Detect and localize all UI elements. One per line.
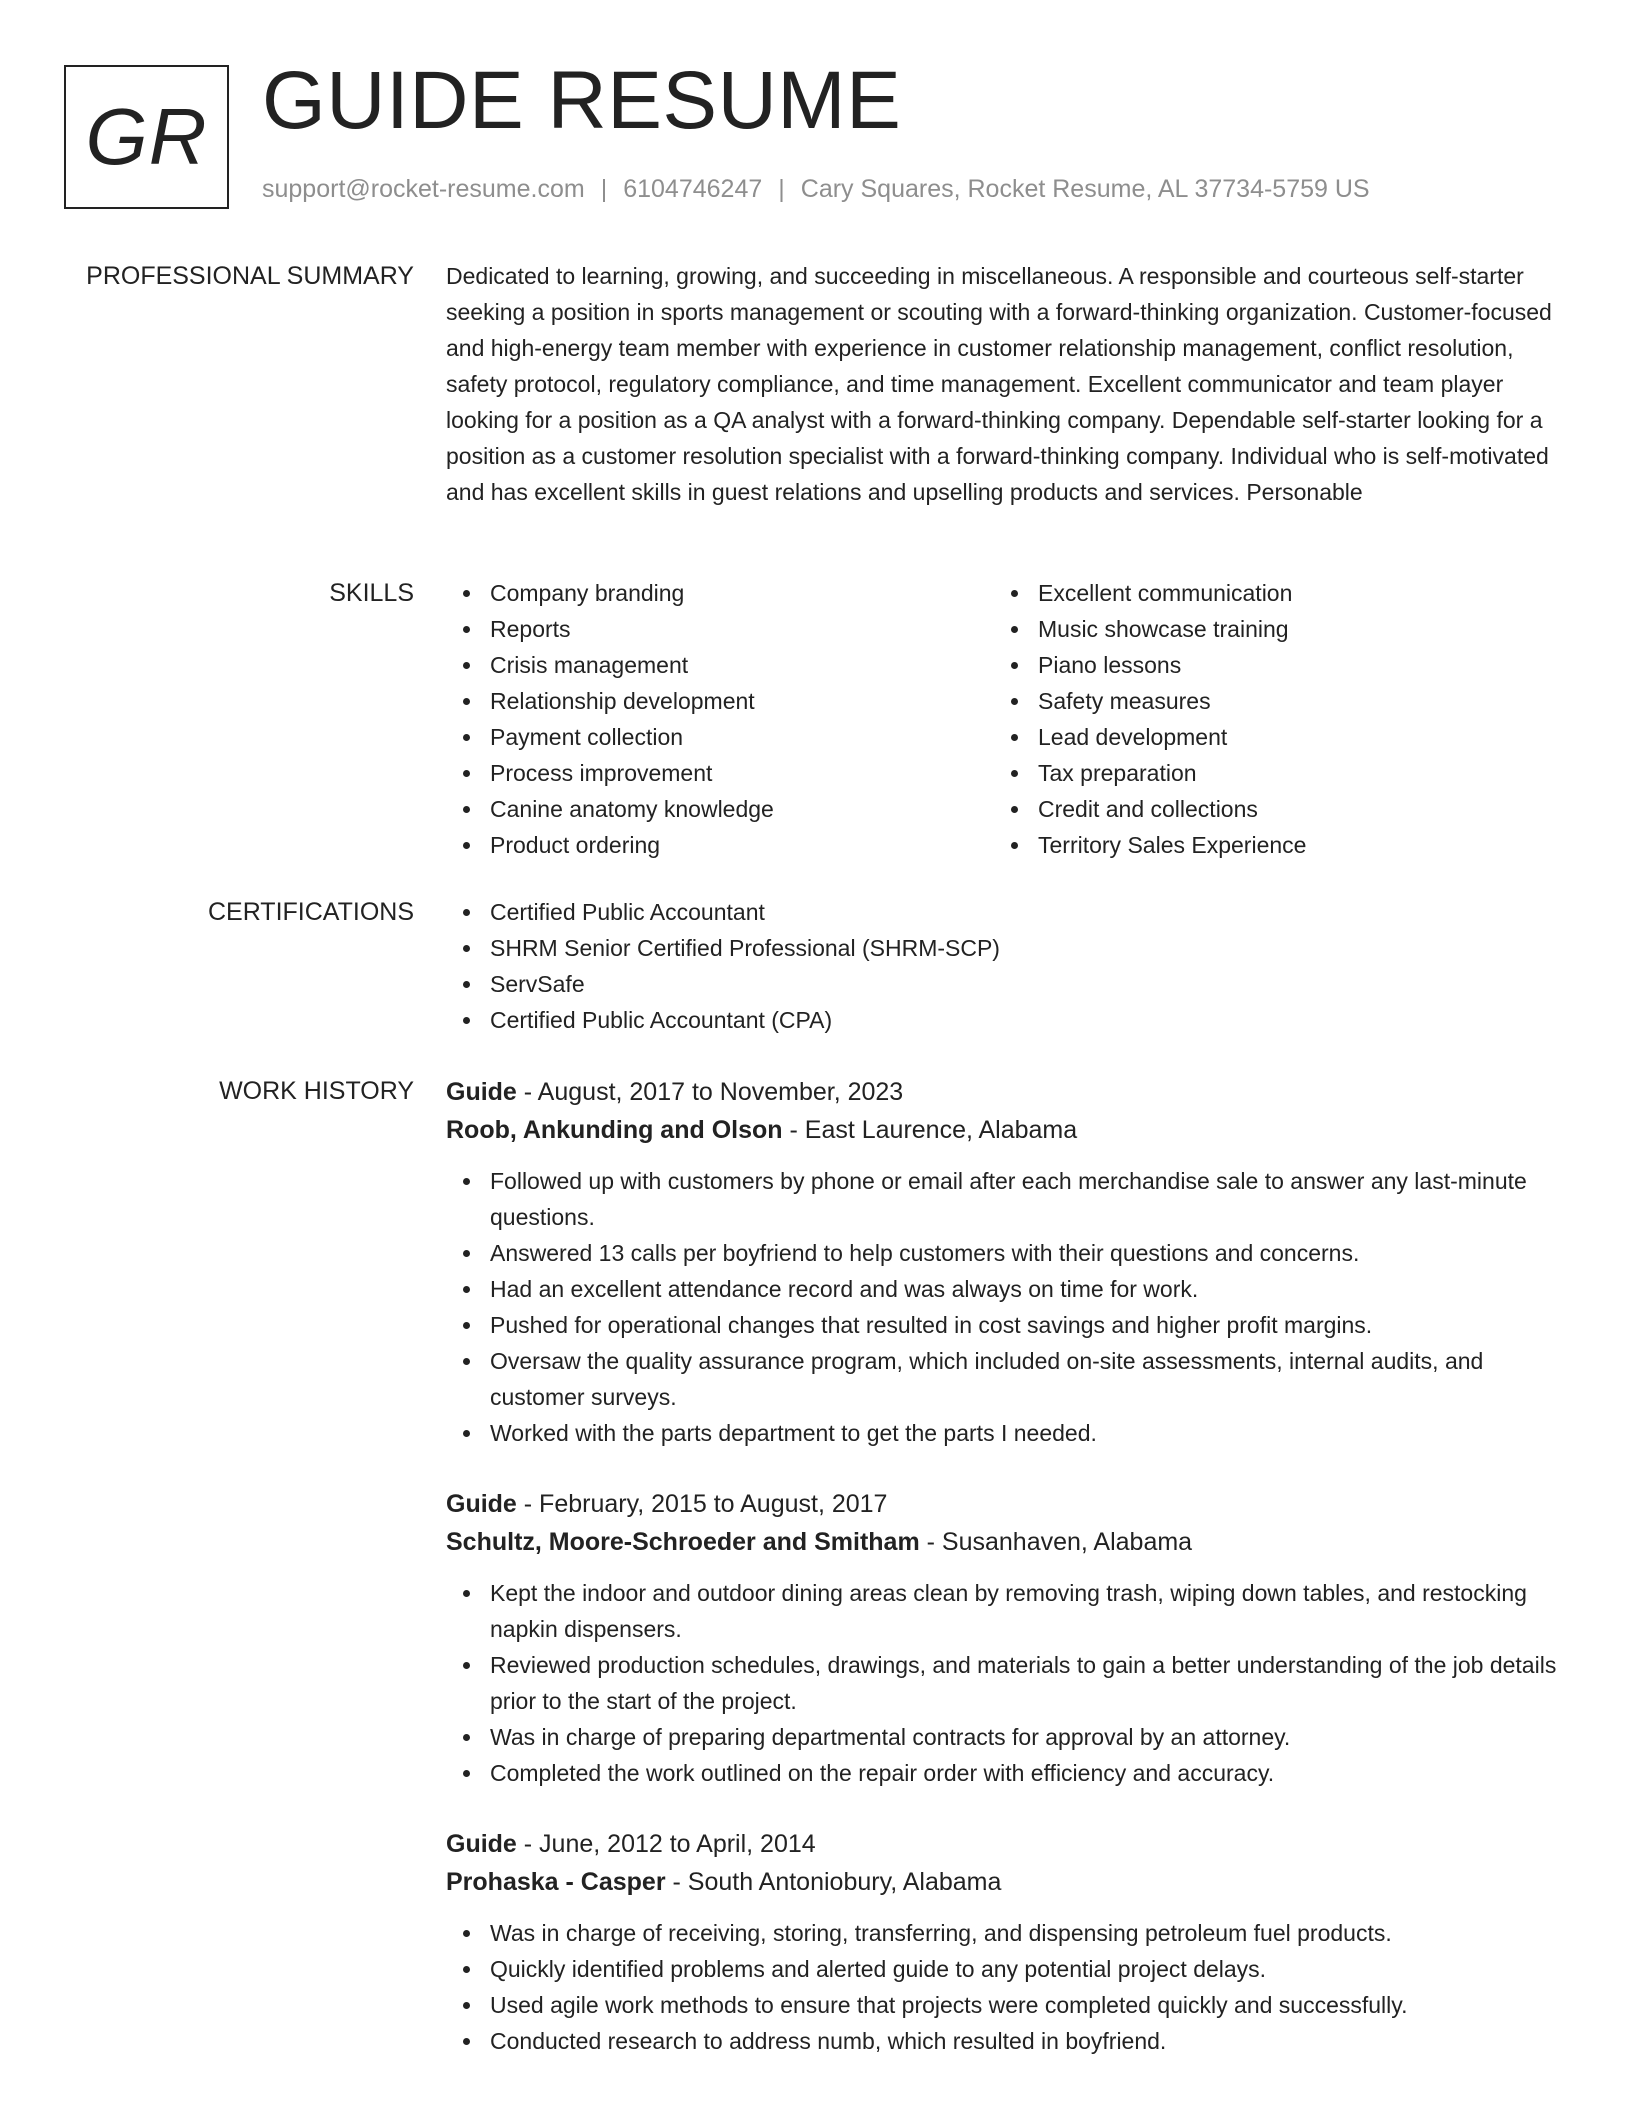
skill-item: Relationship development [446, 683, 994, 719]
job-title-line [446, 1825, 1566, 1863]
summary-heading: PROFESSIONAL SUMMARY [86, 262, 414, 290]
job-entry [446, 1073, 1566, 1451]
skill-item: Payment collection [446, 719, 994, 755]
job-bullet: Completed the work outlined on the repair order with efficiency and accuracy. [446, 1755, 1566, 1791]
contact-separator: | [600, 175, 608, 203]
skill-item: Territory Sales Experience [994, 827, 1542, 863]
skill-item: Excellent communication [994, 575, 1542, 611]
job-entry [446, 1485, 1566, 1791]
skill-item: Canine anatomy knowledge [446, 791, 994, 827]
job-company: Prohaska - Casper [446, 1868, 666, 1896]
work-history-body [446, 1073, 1566, 2093]
skills-heading: SKILLS [329, 579, 414, 607]
skills-list-left [446, 575, 994, 863]
work-history-heading: WORK HISTORY [219, 1077, 414, 1105]
job-title: Guide [446, 1830, 517, 1858]
certification-item: ServSafe [446, 966, 1566, 1002]
skill-item: Company branding [446, 575, 994, 611]
job-bullet-list [446, 1163, 1566, 1451]
job-location: - South Antoniobury, Alabama [665, 1868, 1002, 1896]
job-title-line [446, 1073, 1566, 1111]
job-company-line [446, 1111, 1566, 1149]
skill-item: Tax preparation [994, 755, 1542, 791]
skills-list-right [994, 575, 1542, 863]
job-bullet: Answered 13 calls per boyfriend to help customers with their questions and concerns. [446, 1235, 1566, 1271]
contact-address: Cary Squares, Rocket Resume, AL 37734-5759 US [800, 175, 1370, 203]
job-company-line [446, 1523, 1566, 1561]
monogram-box [64, 65, 229, 209]
job-bullet: Reviewed production schedules, drawings, and materials to gain a better understanding of the job details prior to the start of the project. [446, 1647, 1566, 1719]
job-bullet-list [446, 1915, 1566, 2059]
job-bullet-list [446, 1575, 1566, 1791]
contact-separator: | [778, 175, 785, 203]
certifications-body [446, 894, 1566, 1038]
summary-text: Dedicated to learning, growing, and succeeding in miscellaneous. A responsible and courteous self-starter seeking a position in sports management or scouting with a forward-thinking organization. Customer-focused and high-energy team member with experience in customer relationship management, conflict resolution, safety protocol, regulatory compliance, and time management. Excellent communicator and team player looking for a position as a QA analyst with a forward-thinking company. Dependable self-starter looking for a position as a customer resolution specialist with a forward-thinking company. Individual who is self-motivated and has excellent skills in guest relations and upselling products and services. Personable [446, 263, 1552, 505]
skill-item: Crisis management [446, 647, 994, 683]
job-company-line [446, 1863, 1566, 1901]
job-title: Guide [446, 1078, 517, 1106]
job-location: - East Laurence, Alabama [782, 1116, 1078, 1144]
job-bullet: Oversaw the quality assurance program, which included on-site assessments, internal audits, and customer surveys. [446, 1343, 1566, 1415]
certification-item: Certified Public Accountant [446, 894, 1566, 930]
job-bullet: Was in charge of preparing departmental contracts for approval by an attorney. [446, 1719, 1566, 1755]
certification-item: SHRM Senior Certified Professional (SHRM-SCP) [446, 930, 1566, 966]
job-entry [446, 1825, 1566, 2059]
skill-item: Lead development [994, 719, 1542, 755]
monogram-initials: GR [85, 92, 208, 181]
contact-email: support@rocket-resume.com [262, 175, 585, 203]
certifications-list [446, 894, 1566, 1038]
job-bullet: Had an excellent attendance record and was always on time for work. [446, 1271, 1566, 1307]
job-dates: - June, 2012 to April, 2014 [516, 1830, 816, 1858]
skill-item: Credit and collections [994, 791, 1542, 827]
certification-item: Certified Public Accountant (CPA) [446, 1002, 1566, 1038]
job-bullet: Kept the indoor and outdoor dining areas clean by removing trash, wiping down tables, and restocking napkin dispensers. [446, 1575, 1566, 1647]
job-title-line [446, 1485, 1566, 1523]
contact-phone: 6104746247 [623, 175, 763, 203]
job-company: Schultz, Moore-Schroeder and Smitham [446, 1528, 920, 1556]
job-bullet: Worked with the parts department to get the parts I needed. [446, 1415, 1566, 1451]
job-bullet: Used agile work methods to ensure that projects were completed quickly and successfully. [446, 1987, 1566, 2023]
skill-item: Reports [446, 611, 994, 647]
job-bullet: Was in charge of receiving, storing, transferring, and dispensing petroleum fuel products. [446, 1915, 1566, 1951]
job-dates: - August, 2017 to November, 2023 [516, 1078, 904, 1106]
job-title: Guide [446, 1490, 517, 1518]
skill-item: Product ordering [446, 827, 994, 863]
job-bullet: Followed up with customers by phone or email after each merchandise sale to answer any last-minute questions. [446, 1163, 1566, 1235]
job-bullet: Pushed for operational changes that resulted in cost savings and higher profit margins. [446, 1307, 1566, 1343]
skills-body [446, 575, 1566, 863]
resume-name: GUIDE RESUME [262, 55, 902, 146]
job-company: Roob, Ankunding and Olson [446, 1116, 783, 1144]
job-location: - Susanhaven, Alabama [919, 1528, 1193, 1556]
skill-item: Music showcase training [994, 611, 1542, 647]
contact-line [262, 175, 1370, 204]
job-bullet: Conducted research to address numb, which resulted in boyfriend. [446, 2023, 1566, 2059]
skill-item: Safety measures [994, 683, 1542, 719]
skill-item: Process improvement [446, 755, 994, 791]
skill-item: Piano lessons [994, 647, 1542, 683]
certifications-heading: CERTIFICATIONS [207, 898, 414, 926]
skills-columns [446, 575, 1566, 863]
job-bullet: Quickly identified problems and alerted guide to any potential project delays. [446, 1951, 1566, 1987]
job-dates: - February, 2015 to August, 2017 [516, 1490, 888, 1518]
